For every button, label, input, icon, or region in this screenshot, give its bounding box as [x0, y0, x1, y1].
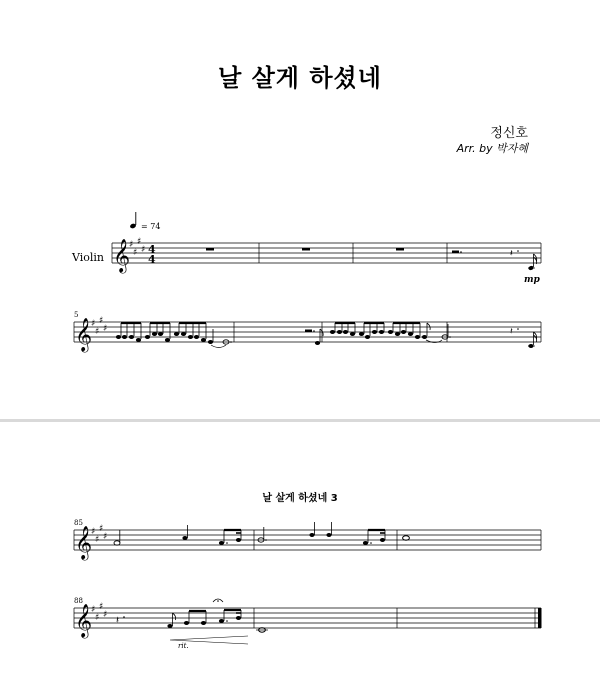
rest-icon: 𝄽 [116, 615, 120, 626]
composer-credit: 정신호 [490, 126, 528, 141]
score-title: 날 살게 하셨네 [218, 64, 382, 92]
svg-text:♯: ♯ [99, 524, 104, 534]
svg-text:♯: ♯ [91, 605, 96, 615]
tempo-marking: = 74 [141, 222, 161, 231]
measure-number: 88 [74, 597, 83, 605]
svg-text:♯: ♯ [133, 248, 138, 258]
treble-clef-icon: 𝄞 [75, 603, 93, 637]
dynamic-marking: mp [524, 275, 540, 285]
svg-text:4: 4 [148, 243, 156, 256]
page2-notation [0, 422, 600, 678]
final-barline-icon [538, 608, 542, 628]
svg-text:♯: ♯ [103, 324, 108, 334]
staff-system-2 [74, 316, 541, 352]
note-group-icon [114, 522, 409, 545]
svg-text:♯: ♯ [141, 245, 146, 255]
svg-text:♯: ♯ [137, 237, 142, 247]
svg-text:♯: ♯ [129, 240, 134, 250]
pickup-note-icon [528, 254, 537, 271]
svg-text:♯: ♯ [99, 316, 104, 326]
rest-icon: 𝄽 [510, 249, 513, 259]
svg-text:♯: ♯ [95, 327, 100, 337]
key-signature-icon [91, 602, 107, 623]
instrument-label: Violin [72, 251, 105, 264]
svg-text:♯: ♯ [95, 535, 100, 545]
note-group-icon [116, 599, 268, 644]
key-signature-icon [91, 524, 107, 545]
tempo-quarter-note-icon [129, 212, 136, 229]
svg-text:♯: ♯ [103, 610, 108, 620]
staff-system-4 [74, 599, 542, 644]
key-signature-icon [129, 237, 145, 258]
score-page-2 [0, 422, 600, 678]
measure-number: 85 [74, 519, 83, 527]
staff-system-3 [74, 522, 541, 560]
svg-text:♯: ♯ [103, 532, 108, 542]
svg-text:♯: ♯ [99, 602, 104, 612]
treble-clef-icon: 𝄞 [75, 317, 93, 351]
note-group-icon [510, 327, 537, 348]
arranger-credit: Arr. by 박자혜 [456, 142, 528, 155]
svg-text:4: 4 [148, 253, 156, 266]
note-group-icon [330, 323, 430, 339]
rest-icon [452, 251, 462, 254]
time-signature-icon [148, 243, 156, 266]
key-signature-icon [91, 316, 107, 337]
whole-rest-icon [206, 248, 404, 251]
rest-icon: 𝄽 [510, 327, 513, 337]
running-title: 날 살게 하셨네 3 [262, 493, 338, 504]
ritardando-marking: rit. [178, 642, 189, 650]
treble-clef-icon: 𝄞 [113, 238, 131, 272]
svg-text:♯: ♯ [95, 613, 100, 623]
treble-clef-icon: 𝄞 [75, 525, 93, 559]
measure-number: 5 [74, 311, 79, 319]
staff-system-1 [112, 237, 541, 273]
svg-text:♯: ♯ [91, 319, 96, 329]
svg-text:♯: ♯ [91, 527, 96, 537]
